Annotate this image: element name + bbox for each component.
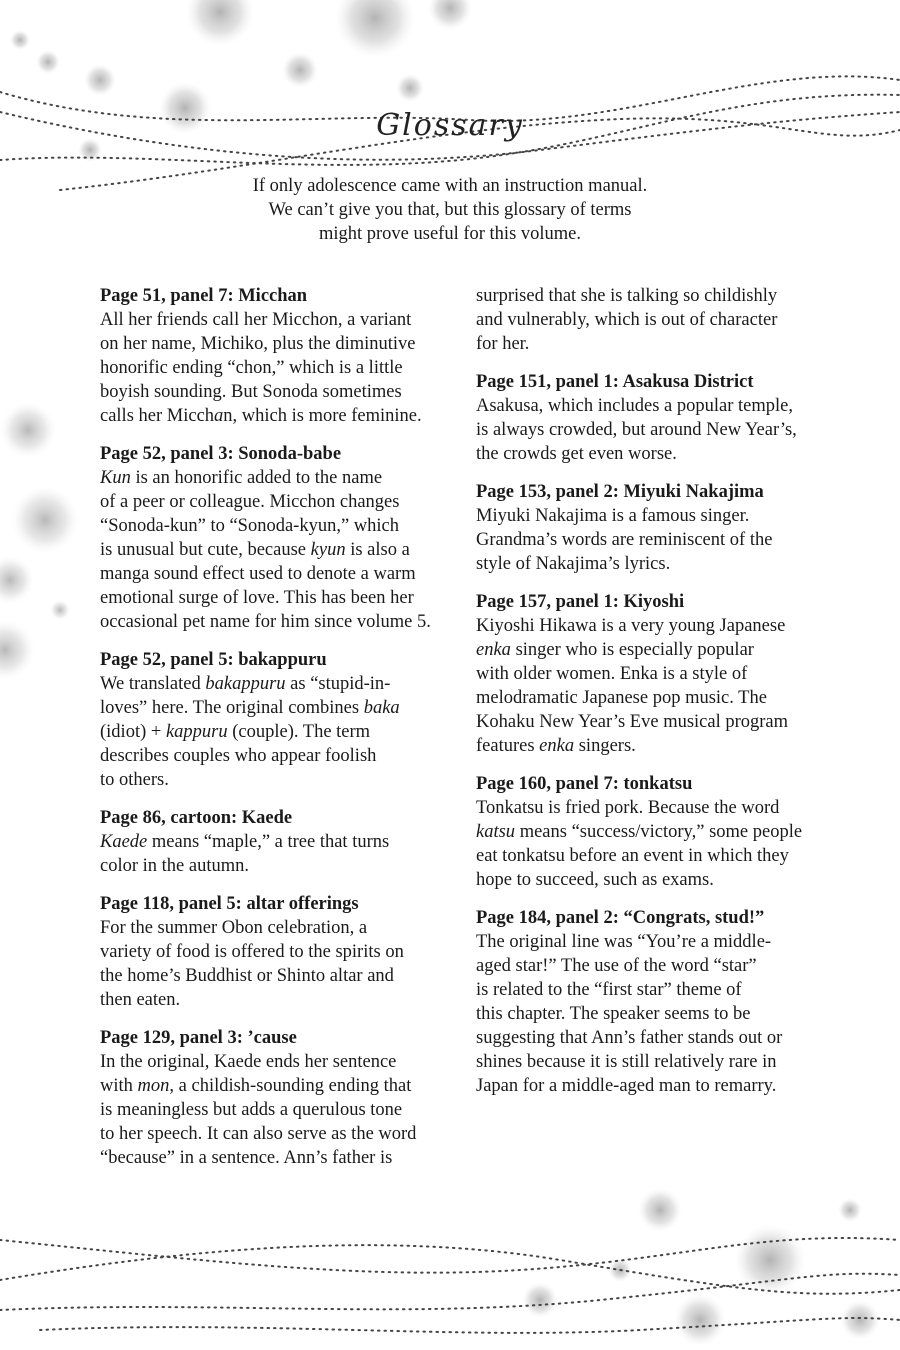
italic-term: baka bbox=[363, 698, 400, 718]
dotted-wave-lines bbox=[0, 1238, 900, 1333]
text-segment: Miyuki Nakajima is a famous singer. bbox=[476, 506, 750, 526]
entry-text-line bbox=[476, 662, 836, 686]
entry-text-line: and vulnerably, which is out of character bbox=[476, 310, 778, 330]
intro-text bbox=[150, 174, 750, 246]
left-decoration bbox=[0, 380, 90, 720]
entry-text-line bbox=[100, 332, 452, 356]
entry-text-line bbox=[100, 720, 452, 744]
text-segment: melodramatic Japanese pop music. The bbox=[476, 688, 767, 708]
entry-text-line bbox=[100, 586, 452, 610]
italic-term: enka bbox=[476, 640, 511, 660]
entry-text-line bbox=[476, 796, 836, 820]
entry-text-line bbox=[476, 930, 836, 954]
entry-text-line bbox=[100, 308, 452, 332]
text-segment: the crowds get even worse. bbox=[476, 444, 677, 464]
entry-text-line bbox=[476, 528, 836, 552]
bubble-cluster bbox=[522, 1188, 880, 1346]
text-segment: singers. bbox=[574, 736, 636, 756]
text-segment: “because” in a sentence. Ann’s father is bbox=[100, 1148, 393, 1168]
text-segment: features bbox=[476, 736, 540, 756]
entry-text-line bbox=[476, 614, 836, 638]
text-segment: Kohaku New Year’s Eve musical program bbox=[476, 712, 789, 732]
text-segment: variety of food is offered to the spirits on bbox=[100, 942, 404, 962]
italic-term: enka bbox=[539, 736, 575, 756]
top-decoration bbox=[0, 0, 900, 200]
glossary-entry bbox=[100, 648, 452, 792]
entry-text-line bbox=[100, 514, 452, 538]
text-segment: n, a variant bbox=[328, 310, 412, 330]
text-segment: All her friends call her Micch bbox=[100, 310, 320, 330]
text-segment: describes couples who appear foolish bbox=[100, 746, 377, 766]
text-segment: hope to succeed, such as exams. bbox=[476, 870, 714, 890]
bottom-decoration bbox=[0, 1170, 900, 1350]
entry-text-line bbox=[476, 1074, 836, 1098]
italic-term: a bbox=[214, 406, 224, 426]
entry-text-line bbox=[100, 696, 452, 720]
entry-heading: Page 129, panel 3: ’cause bbox=[100, 1028, 297, 1048]
entry-text-line bbox=[100, 940, 452, 964]
continued-text bbox=[476, 284, 836, 356]
text-segment: suggesting that Ann’s father stands out or bbox=[476, 1028, 783, 1048]
entry-text-line bbox=[100, 988, 452, 1012]
glossary-entry bbox=[476, 906, 836, 1098]
glossary-entry bbox=[100, 806, 452, 878]
glossary-column-left bbox=[100, 284, 452, 1184]
entry-heading: Page 157, panel 1: Kiyoshi bbox=[476, 592, 685, 612]
text-segment: means “success/victory,” some people bbox=[515, 822, 803, 842]
entry-text-line bbox=[100, 1146, 452, 1170]
intro-line: If only adolescence came with an instruction manual. bbox=[252, 176, 648, 196]
glossary-entry bbox=[476, 370, 836, 466]
text-segment: singer who is especially popular bbox=[510, 640, 754, 660]
entry-heading: Page 52, panel 5: bakappuru bbox=[100, 650, 327, 670]
text-segment: with bbox=[100, 1076, 138, 1096]
italic-term: kappuru bbox=[165, 722, 228, 742]
glossary-entry bbox=[100, 892, 452, 1012]
text-segment: on her name, Michiko, plus the diminutive bbox=[100, 334, 416, 354]
text-segment: emotional surge of love. This has been her bbox=[100, 588, 414, 608]
text-segment: n, which is more feminine. bbox=[223, 406, 422, 426]
entry-text-line bbox=[100, 538, 452, 562]
text-segment: eat tonkatsu before an event in which they bbox=[476, 846, 789, 866]
glossary-entry bbox=[100, 284, 452, 428]
entry-text-line bbox=[100, 562, 452, 586]
text-segment: “Sonoda-kun” to “Sonoda-kyun,” which bbox=[100, 516, 400, 536]
text-segment: means “maple,” a tree that turns bbox=[147, 832, 390, 852]
entry-text-line bbox=[100, 356, 452, 380]
italic-term: mon bbox=[137, 1076, 170, 1096]
text-segment: style of Nakajima’s lyrics. bbox=[476, 554, 671, 574]
entry-text-line bbox=[476, 820, 836, 844]
entry-text-line bbox=[476, 504, 836, 528]
entry-heading: Page 52, panel 3: Sonoda-babe bbox=[100, 444, 342, 464]
entry-text-line bbox=[100, 1098, 452, 1122]
text-segment: is meaningless but adds a querulous tone bbox=[100, 1100, 403, 1120]
entry-text-line bbox=[476, 844, 836, 868]
entry-heading: Page 51, panel 7: Micchan bbox=[100, 286, 308, 306]
text-segment: then eaten. bbox=[100, 990, 181, 1010]
entry-text-line bbox=[100, 380, 452, 404]
text-segment: Asakusa, which includes a popular temple, bbox=[476, 396, 793, 416]
text-segment: is unusual but cute, because bbox=[100, 540, 311, 560]
entry-text-line bbox=[100, 610, 452, 634]
text-segment: color in the autumn. bbox=[100, 856, 249, 876]
entry-heading: Page 151, panel 1: Asakusa District bbox=[476, 372, 754, 392]
text-segment: Tonkatsu is fried pork. Because the word bbox=[476, 798, 780, 818]
text-segment: Grandma’s words are reminiscent of the bbox=[476, 530, 773, 550]
entry-text-line bbox=[476, 954, 836, 978]
intro-line: We can’t give you that, but this glossary of terms bbox=[268, 200, 632, 220]
italic-term: o bbox=[319, 310, 329, 330]
entry-text-line bbox=[100, 1122, 452, 1146]
text-segment: aged star!” The use of the word “star” bbox=[476, 956, 757, 976]
text-segment: loves” here. The original combines bbox=[100, 698, 364, 718]
entry-text-line bbox=[476, 418, 836, 442]
entry-heading: Page 160, panel 7: tonkatsu bbox=[476, 774, 693, 794]
entry-text-line bbox=[100, 466, 452, 490]
entry-text-line bbox=[100, 1050, 452, 1074]
entry-text-line bbox=[476, 978, 836, 1002]
text-segment: honorific ending “chon,” which is a little bbox=[100, 358, 403, 378]
entry-text-line bbox=[476, 686, 836, 710]
entry-text-line: surprised that she is talking so childishly bbox=[476, 286, 778, 306]
entry-text-line bbox=[476, 710, 836, 734]
entry-heading: Page 184, panel 2: “Congrats, stud!” bbox=[476, 908, 765, 928]
text-segment: with older women. Enka is a style of bbox=[476, 664, 748, 684]
text-segment: occasional pet name for him since volume 5. bbox=[100, 612, 431, 632]
text-segment: The original line was “You’re a middle- bbox=[476, 932, 772, 952]
entry-text-line bbox=[476, 442, 836, 466]
entry-text-line bbox=[100, 490, 452, 514]
italic-term: bakappuru bbox=[205, 674, 286, 694]
italic-term: katsu bbox=[476, 822, 516, 842]
entry-text-line bbox=[476, 638, 836, 662]
text-segment: is related to the “first star” theme of bbox=[476, 980, 742, 1000]
entry-text-line bbox=[476, 1050, 836, 1074]
text-segment: boyish sounding. But Sonoda sometimes bbox=[100, 382, 402, 402]
text-segment: is an honorific added to the name bbox=[130, 468, 383, 488]
text-segment: the home’s Buddhist or Shinto altar and bbox=[100, 966, 394, 986]
text-segment: is also a bbox=[345, 540, 410, 560]
entry-text-line bbox=[100, 916, 452, 940]
text-segment: manga sound effect used to denote a warm bbox=[100, 564, 416, 584]
italic-term: Kun bbox=[100, 468, 131, 488]
text-segment: to her speech. It can also serve as the word bbox=[100, 1124, 417, 1144]
text-segment: calls her Micch bbox=[100, 406, 215, 426]
entry-heading: Page 118, panel 5: altar offerings bbox=[100, 894, 359, 914]
text-segment: Kiyoshi Hikawa is a very young Japanese bbox=[476, 616, 786, 636]
glossary-entry bbox=[100, 442, 452, 634]
text-segment: to others. bbox=[100, 770, 169, 790]
text-segment: is always crowded, but around New Year’s, bbox=[476, 420, 797, 440]
entry-heading: Page 153, panel 2: Miyuki Nakajima bbox=[476, 482, 764, 502]
entry-text-line bbox=[476, 868, 836, 892]
text-segment: (idiot) + bbox=[100, 722, 166, 742]
entry-text-line bbox=[476, 734, 836, 758]
italic-term: Kaede bbox=[100, 832, 148, 852]
glossary-entry bbox=[476, 590, 836, 758]
entry-text-line bbox=[100, 744, 452, 768]
entry-heading: Page 86, cartoon: Kaede bbox=[100, 808, 293, 828]
intro-line: might prove useful for this volume. bbox=[318, 224, 582, 244]
entry-text-line bbox=[476, 394, 836, 418]
text-segment: this chapter. The speaker seems to be bbox=[476, 1004, 751, 1024]
entry-text-line bbox=[476, 1002, 836, 1026]
text-segment: In the original, Kaede ends her sentence bbox=[100, 1052, 397, 1072]
entry-text-line: for her. bbox=[476, 334, 530, 354]
text-segment: Japan for a middle-aged man to remarry. bbox=[476, 1076, 777, 1096]
glossary-entry bbox=[476, 480, 836, 576]
entry-text-line bbox=[476, 552, 836, 576]
page-title: Glossary bbox=[376, 108, 524, 143]
entry-text-line bbox=[100, 404, 452, 428]
glossary-entry bbox=[100, 1026, 452, 1170]
entry-text-line bbox=[100, 768, 452, 792]
glossary-column-right bbox=[476, 284, 836, 1112]
text-segment: of a peer or colleague. Micchon changes bbox=[100, 492, 400, 512]
entry-text-line bbox=[476, 1026, 836, 1050]
text-segment: shines because it is still relatively rare in bbox=[476, 1052, 777, 1072]
entry-text-line bbox=[100, 672, 452, 696]
entry-text-line bbox=[100, 964, 452, 988]
entry-text-line bbox=[100, 830, 452, 854]
text-segment: For the summer Obon celebration, a bbox=[100, 918, 368, 938]
text-segment: , a childish-sounding ending that bbox=[169, 1076, 412, 1096]
text-segment: We translated bbox=[100, 674, 206, 694]
text-segment: (couple). The term bbox=[227, 722, 371, 742]
text-segment: as “stupid-in- bbox=[285, 674, 391, 694]
glossary-entry bbox=[476, 772, 836, 892]
entry-text-line bbox=[100, 1074, 452, 1098]
entry-text-line bbox=[100, 854, 452, 878]
italic-term: kyun bbox=[310, 540, 346, 560]
